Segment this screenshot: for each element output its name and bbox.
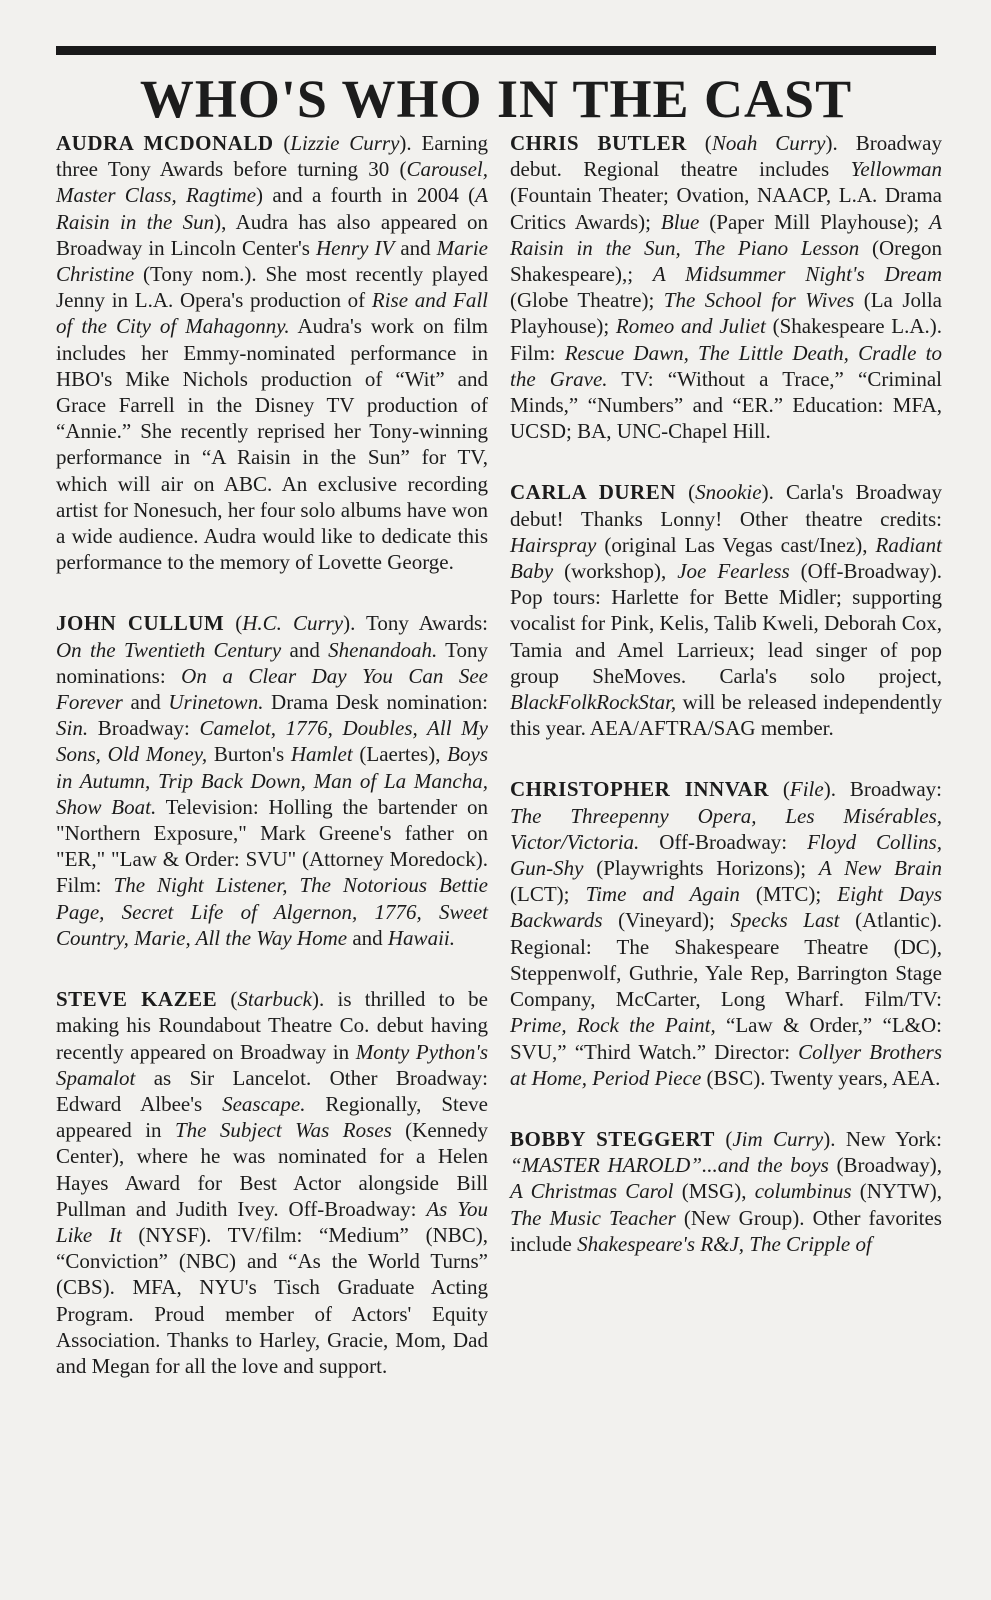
credit-title: columbinus (754, 1179, 852, 1204)
credit-title: A Midsummer Night's Dream (652, 262, 942, 287)
right-column (510, 130, 942, 1292)
credit-title: The School for Wives (663, 288, 855, 313)
bio-text: Earning three Tony Awards before turning 30 ( (56, 131, 489, 182)
page-title: WHO'S WHO IN THE CAST (139, 69, 853, 129)
bio-text: and (122, 690, 169, 715)
credit-title: A Raisin in the Sun, The Piano Lesson (510, 209, 942, 260)
bio-text: (MTC); (739, 882, 838, 907)
bio-text: (La Jolla Playhouse); (510, 288, 942, 339)
credit-title: Camelot, 1776, Doubles, All My Sons, Old Money, (56, 716, 488, 767)
bio-text: and (394, 235, 437, 260)
cast-role: Jim Curry (732, 1126, 824, 1151)
cast-name: BOBBY STEGGERT (510, 1126, 715, 1151)
credit-title: Shakespeare's R&J, The Cripple of (577, 1231, 872, 1256)
credit-title: A New Brain (818, 856, 942, 881)
bio-text: (NYTW), (851, 1179, 942, 1204)
bio-christopher-innvar: CHRISTOPHER INNVAR (File). Broadway: The Threepenny Opera, Les Misérables, Victor/Victoria. Off-Broadway: Floyd Collins, Gun-Shy (Playwrights Horizons); A New Brain (LCT); Time and Again (MTC); Eight Days Backwards (Vineyard); Specks Last (Atlantic). Regional: The Shakespeare Theatre (DC), Steppenwolf, Guthrie, Yale Rep, Barrington Stage Company, McCarter, Long Wharf. Film/TV: Prime, Rock the Paint, “Law & Order,” “L&O: SVU,” “Third Watch.” Director: Collyer Brothers at Home, Period Piece (BSC). Twenty years, AEA. (510, 777, 943, 1090)
cast-name: CHRIS BUTLER (510, 131, 687, 155)
credit-title: Monty Python's Spamalot (56, 1039, 489, 1090)
credit-title: Carousel, Master Class, Ragtime (56, 157, 488, 208)
credit-title: On a Clear Day You Can See Forever (56, 663, 489, 715)
credit-title: Hawaii. (387, 925, 455, 950)
bio-text: “Law & Order,” “L&O: SVU,” “Third Watch.” Director: (510, 1013, 943, 1064)
credit-title: The Night Listener, The Notorious Bettie Page, Secret Life of Algernon, 1776, Sweet Country, Marie, All the Way Home (56, 873, 488, 950)
bio-text: Carla's Broadway debut! Thanks Lonny! Other theatre credits: (510, 480, 942, 531)
bio-text: Audra's work on film includes her Emmy-nominated performance in HBO's Mike Nichols production of “Wit” and Grace Farrell in the Disney TV production of “Annie.” She recently reprised her Tony-winning performance in “A Raisin in the Sun” for TV, which will air on ABC. An exclusive recording artist for Nonesuch, her four solo albums have won a wide audience. Audra would like to dedicate this performance to the memory of Lovette George. (56, 314, 488, 575)
bio-text: (Shakespeare L.A.). Film: (510, 314, 942, 365)
bio-text: Broadway debut. Regional theatre includes (510, 131, 942, 182)
cast-role: Lizzie Curry (290, 131, 400, 155)
credit-title: Sin. (56, 716, 89, 741)
bio-text: (Vineyard); (602, 908, 731, 933)
bio-text: Burton's (207, 742, 291, 767)
bio-text: and (281, 637, 329, 662)
bio-text: Regionally, Steve appeared in (56, 1091, 488, 1143)
bio-text: (Broadway), (828, 1153, 943, 1178)
credit-title: Collyer Brothers at Home, Period Piece (510, 1039, 942, 1090)
bio-text: will be released independently this year. AEA/AFTRA/SAG member. (510, 690, 942, 741)
credit-title: BlackFolkRockStar, (510, 690, 677, 715)
credit-title: Time and Again (585, 882, 740, 907)
bio-text: (Globe Theatre); (510, 288, 664, 313)
credit-title: Hairspray (510, 532, 597, 557)
credit-title: A Christmas Carol (510, 1179, 674, 1204)
bio-text: is thrilled to be making his Roundabout Theatre Co. debut having recently appeared on Broadway in (56, 987, 489, 1064)
cast-role: Noah Curry (711, 131, 826, 155)
cast-name: CARLA DUREN (510, 480, 676, 505)
cast-role: H.C. Curry (242, 611, 344, 636)
credit-title: Blue (660, 209, 700, 234)
bio-carla-duren: CARLA DUREN (Snookie). Carla's Broadway debut! Thanks Lonny! Other theatre credits: Hairspray (original Las Vegas cast/Inez), Radiant Baby (workshop), Joe Fearless (Off-Broadway). Pop tours: Harlette for Bette Midler; supporting vocalist for Pink, Kelis, Talib Kweli, Deborah Cox, Tamia and Amel Larrieux; lead singer of pop group SheMoves. Carla's solo project, BlackFolkRockStar, will be released independently this year. AEA/AFTRA/SAG member. (510, 480, 942, 741)
credit-title: Romeo and Juliet (615, 314, 766, 339)
bio-bobby-steggert: BOBBY STEGGERT (Jim Curry). New York: “MASTER HAROLD”...and the boys (Broadway), A Christmas Carol (MSG), columbinus (NYTW), The Music Teacher (New Group). Other favorites include Shakespeare's R&J, The Cripple of (510, 1126, 943, 1256)
bio-text: (NYSF). TV/film: “Medium” (NBC), “Conviction” (NBC) and “As the World Turns” (CBS). MFA, NYU's Tisch Graduate Acting Program. Proud member of Actors' Equity Association. Thanks to Harley, Gracie, Mom, Dad and Megan for all the love and support. (56, 1222, 488, 1378)
bio-john-cullum: JOHN CULLUM (H.C. Curry). Tony Awards: On the Twentieth Century and Shenandoah. Tony nominations: On a Clear Day You Can See Forever and Urinetown. Drama Desk nomination: Sin. Broadway: Camelot, 1776, Doubles, All My Sons, Old Money, Burton's Hamlet (Laertes), Boys in Autumn, Trip Back Down, Man of La Mancha, Show Boat. Television: Holling the bartender on "Northern Exposure," Mark Greene's father on "ER," "Law & Order: SVU" (Attorney Moredock). Film: The Night Listener, The Notorious Bettie Page, Secret Life of Algernon, 1776, Sweet Country, Marie, All the Way Home and Hawaii. (56, 611, 489, 950)
bio-text: Broadway: (88, 716, 200, 741)
credit-title: Boys in Autumn, Trip Back Down, Man of La Mancha, Show Boat. (56, 742, 488, 819)
credit-title: The Subject Was Roses (174, 1118, 392, 1143)
bio-text: ) and a fourth in 2004 ( (256, 183, 476, 208)
bio-text: Drama Desk nomination: (263, 690, 488, 715)
cast-name: STEVE KAZEE (56, 987, 218, 1012)
bio-steve-kazee: STEVE KAZEE (Starbuck). is thrilled to be making his Roundabout Theatre Co. debut having recently appeared on Broadway in Monty Python's Spamalot as Sir Lancelot. Other Broadway: Edward Albee's Seascape. Regionally, Steve appeared in The Subject Was Roses (Kennedy Center), where he was nominated for a Helen Hayes Award for Best Actor alongside Bill Pullman and Judith Ivey. Off-Broadway: As You Like It (NYSF). TV/film: “Medium” (NBC), “Conviction” (NBC) and “As the World Turns” (CBS). MFA, NYU's Tisch Graduate Acting Program. Proud member of Actors' Equity Association. Thanks to Harley, Gracie, Mom, Dad and Megan for all the love and support. (56, 987, 489, 1378)
credit-title: Seascape. (222, 1091, 306, 1116)
bio-text: ), Audra has also appeared on Broadway in Lincoln Center's (56, 209, 488, 260)
bio-text: TV: “Without a Trace,” “Criminal Minds,” “Numbers” and “ER.” Education: MFA, UCSD; BA, UNC-Chapel Hill. (510, 366, 942, 444)
top-rule (56, 46, 936, 55)
credit-title: Eight Days Backwards (510, 882, 943, 933)
cast-name: CHRISTOPHER INNVAR (510, 777, 769, 802)
cast-name: JOHN CULLUM (56, 611, 225, 636)
bio-text: Tony nominations: (56, 637, 489, 688)
cast-role: File (789, 777, 824, 802)
bio-text: New York: (845, 1126, 943, 1151)
credit-title: Prime, Rock the Paint, (510, 1013, 716, 1038)
bio-text: as Sir Lancelot. Other Broadway: Edward Albee's (56, 1065, 488, 1116)
bio-text: Broadway: (849, 777, 943, 802)
bio-text: (Tony nom.). She most recently played Jenny in L.A. Opera's production of (56, 262, 488, 313)
credit-title: Urinetown. (168, 690, 264, 715)
bio-text: (Fountain Theater; Ovation, NAACP, L.A. Drama Critics Awards); (510, 183, 942, 234)
bio-text: (New Group). Other favorites include (510, 1205, 942, 1256)
bio-text: Television: Holling the bartender on "Northern Exposure," Mark Greene's father on "ER," "Law & Order: SVU" (Attorney Moredock). Film: (56, 794, 488, 898)
bio-text: (Laertes), (352, 742, 448, 767)
credit-title: The Music Teacher (510, 1205, 676, 1230)
bio-text: (Playwrights Horizons); (583, 856, 819, 881)
credit-title: Joe Fearless (677, 559, 790, 584)
credit-title: Marie Christine (56, 235, 488, 287)
bio-text: (workshop), (553, 559, 678, 584)
credit-title: Radiant Baby (510, 532, 942, 584)
credit-title: Rise and Fall of the City of Mahagonny. (56, 288, 488, 339)
credit-title: On the Twentieth Century (56, 637, 282, 662)
left-column (56, 130, 488, 1414)
bio-text: (LCT); (510, 882, 586, 907)
bio-text: Tony Awards: (366, 611, 488, 636)
bio-text: (original Las Vegas cast/Inez), (596, 532, 876, 557)
credit-title: A Raisin in the Sun (56, 183, 488, 234)
bio-text: (Paper Mill Playhouse); (699, 209, 930, 234)
bio-chris-butler: CHRIS BUTLER (Noah Curry). Broadway debut. Regional theatre includes Yellowman (Fountain Theater; Ovation, NAACP, L.A. Drama Critics Awards); Blue (Paper Mill Playhouse); A Raisin in the Sun, The Piano Lesson (Oregon Shakespeare),; A Midsummer Night's Dream (Globe Theatre); The School for Wives (La Jolla Playhouse); Romeo and Juliet (Shakespeare L.A.). Film: Rescue Dawn, The Little Death, Cradle to the Grave. TV: “Without a Trace,” “Criminal Minds,” “Numbers” and “ER.” Education: MFA, UCSD; BA, UNC-Chapel Hill. (510, 131, 942, 444)
credit-title: “MASTER HAROLD”...and the boys (510, 1153, 829, 1178)
cast-role: Starbuck (237, 987, 313, 1012)
cast-role: Snookie (695, 480, 762, 505)
bio-text: (Atlantic). Regional: The Shakespeare Theatre (DC), Steppenwolf, Guthrie, Yale Rep, Barrington Stage Company, McCarter, Long Wharf. Film/TV: (510, 908, 942, 1012)
bio-text: (Off-Broadway). Pop tours: Harlette for Bette Midler; supporting vocalist for Pink, Kelis, Talib Kweli, Deborah Cox, Tamia and Amel Larrieux; lead singer of pop group SheMoves. Carla's solo project, (510, 559, 942, 688)
credit-title: As You Like It (56, 1196, 488, 1247)
credit-title: Floyd Collins, Gun-Shy (510, 829, 942, 881)
bio-audra-mcdonald: AUDRA MCDONALD (Lizzie Curry). Earning three Tony Awards before turning 30 (Carousel, Master Class, Ragtime) and a fourth in 2004 (A Raisin in the Sun), Audra has also appeared on Broadway in Lincoln Center's Henry IV and Marie Christine (Tony nom.). She most recently played Jenny in L.A. Opera's production of Rise and Fall of the City of Mahagonny. Audra's work on film includes her Emmy-nominated performance in HBO's Mike Nichols production of “Wit” and Grace Farrell in the Disney TV production of “Annie.” She recently reprised her Tony-winning performance in “A Raisin in the Sun” for TV, which will air on ABC. An exclusive recording artist for Nonesuch, her four solo albums have won a wide audience. Audra would like to dedicate this performance to the memory of Lovette George. (56, 131, 489, 575)
bio-text: (BSC). Twenty years, AEA. (701, 1065, 941, 1090)
bio-text: and (347, 925, 388, 950)
bio-text: (Kennedy Center), where he was nominated for a Helen Hayes Award for Best Actor alongside Bill Pullman and Judith Ivey. Off-Broadway: (56, 1118, 488, 1221)
bio-text: (Oregon Shakespeare),; (510, 235, 942, 287)
credit-title: Rescue Dawn, The Little Death, Cradle to the Grave. (510, 340, 942, 391)
cast-name: AUDRA MCDONALD (56, 131, 274, 155)
credit-title: Hamlet (290, 742, 353, 767)
bio-text: Off-Broadway: (639, 829, 808, 854)
credit-title: Specks Last (730, 908, 840, 933)
credit-title: Shenandoah. (328, 637, 438, 662)
bio-text: (MSG), (673, 1179, 755, 1204)
credit-title: The Threepenny Opera, Les Misérables, Victor/Victoria. (510, 803, 942, 854)
credit-title: Yellowman (850, 157, 942, 182)
credit-title: Henry IV (315, 235, 395, 260)
